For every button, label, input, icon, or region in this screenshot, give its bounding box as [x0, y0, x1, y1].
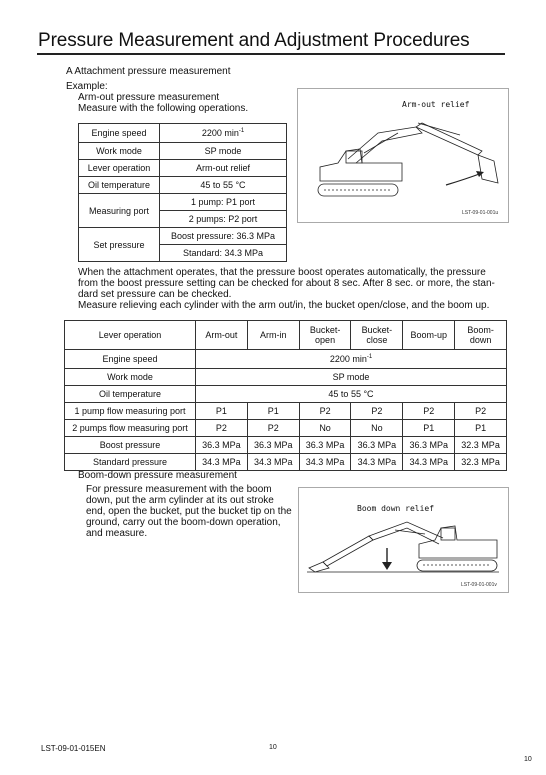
excavator-arm-out-illustration — [298, 89, 508, 222]
section-heading: A Attachment pressure measurement — [66, 66, 231, 77]
row-label: Boost pressure — [65, 437, 196, 454]
arm-out-relief-figure — [297, 88, 509, 223]
table-cell: No — [351, 420, 403, 437]
table-cell: P2 — [455, 403, 507, 420]
relief-pressure-table — [64, 320, 507, 471]
row-value: SP mode — [160, 143, 287, 160]
row-label: 2 pumps flow measuring port — [65, 420, 196, 437]
figure-caption: Arm-out relief — [402, 100, 470, 109]
settings-table — [78, 123, 287, 262]
table-row — [65, 420, 507, 437]
corner-header: Lever operation — [65, 321, 196, 350]
table-cell: P2 — [299, 403, 351, 420]
row-value: Standard: 34.3 MPa — [160, 245, 287, 262]
description-paragraph — [78, 267, 508, 311]
table-cell: 36.3 MPa — [403, 437, 455, 454]
table-cell: 32.3 MPa — [455, 437, 507, 454]
row-label: Engine speed — [79, 124, 160, 143]
row-label: Set pressure — [79, 228, 160, 262]
paragraph-line: down, put the arm cylinder at its out stroke — [86, 495, 274, 506]
table-cell: P1 — [455, 420, 507, 437]
paragraph-line: and measure. — [86, 528, 148, 539]
figure-code: LST-09-01-001v — [461, 582, 497, 588]
boom-down-relief-figure — [298, 487, 509, 593]
table-header-row — [65, 321, 507, 350]
paragraph-line: ground, carry out the boom-down operation, — [86, 517, 281, 528]
table-row — [79, 143, 287, 160]
row-label: Standard pressure — [65, 454, 196, 471]
paragraph-line: end, open the bucket, put the bucket tip on the — [86, 506, 292, 517]
paragraph-line: When the attachment operates, that the pressure boost operates automatically, the pressure — [78, 267, 486, 278]
table-row — [65, 454, 507, 471]
table-cell: 34.3 MPa — [299, 454, 351, 471]
row-label: Work mode — [65, 369, 196, 386]
table-row — [65, 350, 507, 369]
table-cell: P2 — [351, 403, 403, 420]
intro-text: Measure with the following operations. — [78, 103, 249, 114]
boom-down-heading: Boom-down pressure measurement — [78, 470, 237, 481]
title-rule — [37, 53, 505, 55]
row-label: Measuring port — [79, 194, 160, 228]
paragraph-line: dard set pressure can be checked. — [78, 289, 232, 300]
column-header: Bucket- close — [351, 321, 403, 350]
column-header: Boom-up — [403, 321, 455, 350]
table-cell: No — [299, 420, 351, 437]
table-cell: 36.3 MPa — [299, 437, 351, 454]
table-cell: 34.3 MPa — [247, 454, 299, 471]
column-header: Arm-out — [196, 321, 248, 350]
table-row — [79, 160, 287, 177]
paragraph-line: For pressure measurement with the boom — [86, 484, 272, 495]
subheading: Arm-out pressure measurement — [78, 92, 220, 103]
row-label: Oil temperature — [79, 177, 160, 194]
row-value: 45 to 55 °C — [196, 386, 507, 403]
table-cell: 34.3 MPa — [403, 454, 455, 471]
table-row — [79, 228, 287, 245]
table-cell: 34.3 MPa — [351, 454, 403, 471]
table-cell: P2 — [247, 420, 299, 437]
row-label: Lever operation — [79, 160, 160, 177]
table-cell: P1 — [196, 403, 248, 420]
column-header: Bucket- open — [299, 321, 351, 350]
table-row — [65, 403, 507, 420]
row-value: Arm-out relief — [160, 160, 287, 177]
boom-down-paragraph — [86, 484, 292, 539]
table-cell: P1 — [403, 420, 455, 437]
table-row — [65, 386, 507, 403]
table-cell: P1 — [247, 403, 299, 420]
table-row — [79, 124, 287, 143]
table-cell: P2 — [403, 403, 455, 420]
page-title: Pressure Measurement and Adjustment Procedures — [38, 30, 470, 51]
page-number-center: 10 — [269, 744, 277, 751]
table-cell: P2 — [196, 420, 248, 437]
row-value: 2200 $\min^{-1}$ — [160, 124, 287, 143]
row-value: SP mode — [196, 369, 507, 386]
column-header: Boom- down — [455, 321, 507, 350]
column-header: Arm-in — [247, 321, 299, 350]
row-value: Boost pressure: 36.3 MPa — [160, 228, 287, 245]
table-cell: 36.3 MPa — [351, 437, 403, 454]
example-label: Example: — [66, 81, 108, 92]
figure-caption: Boom down relief — [357, 504, 435, 513]
row-value: 2 pumps: P2 port — [160, 211, 287, 228]
row-label: Work mode — [79, 143, 160, 160]
table-cell: 32.3 MPa — [455, 454, 507, 471]
excavator-boom-down-illustration — [299, 488, 508, 592]
row-value: 1 pump: P1 port — [160, 194, 287, 211]
table-row — [65, 369, 507, 386]
row-label: Engine speed — [65, 350, 196, 369]
page-number-corner: 10 — [524, 756, 532, 763]
row-value: 2200 $\min^{-1}$ — [196, 350, 507, 369]
table-row — [79, 177, 287, 194]
paragraph-line: from the boost pressure setting can be checked for about 8 sec. After 8 sec. or more, the stan- — [78, 278, 495, 289]
row-label: 1 pump flow measuring port — [65, 403, 196, 420]
table-cell: 36.3 MPa — [247, 437, 299, 454]
row-label: Oil temperature — [65, 386, 196, 403]
figure-code: LST-09-01-001u — [462, 210, 499, 216]
table-row — [79, 194, 287, 211]
doc-code: LST-09-01-015EN — [41, 744, 106, 753]
table-cell: 34.3 MPa — [196, 454, 248, 471]
paragraph-line: Measure relieving each cylinder with the arm out/in, the bucket open/close, and the boom up. — [78, 300, 490, 311]
table-row — [65, 437, 507, 454]
table-cell: 36.3 MPa — [196, 437, 248, 454]
row-value: 45 to 55 °C — [160, 177, 287, 194]
